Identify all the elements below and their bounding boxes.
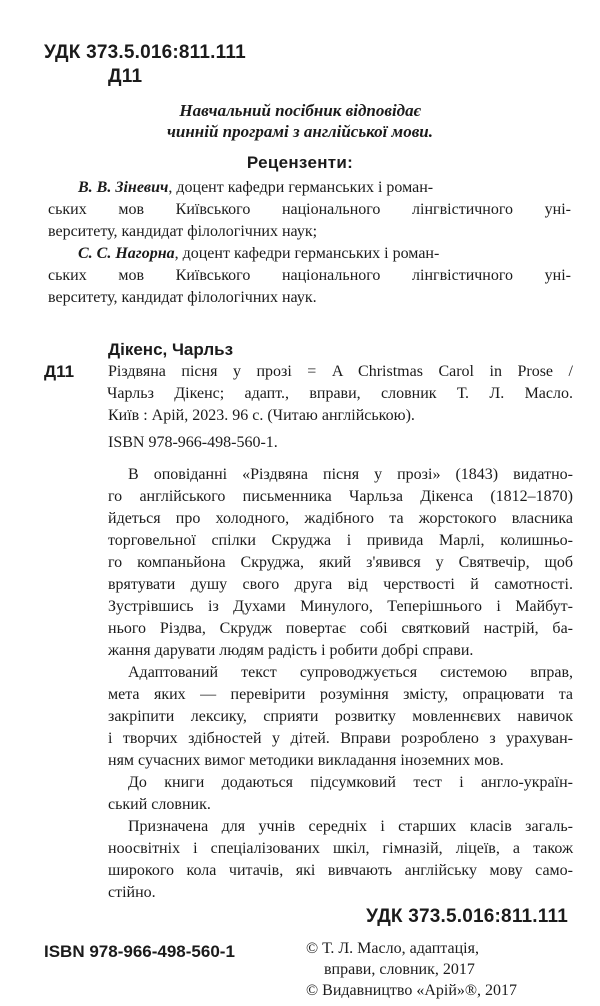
catalog-line-1: Різдвяна пісня у прозі = A Christmas Carol in Prose / <box>108 363 573 380</box>
copyright-block <box>306 938 517 1001</box>
p4-line: широкого кола читачів, які вивчають англійську мову само- <box>108 862 573 879</box>
p1-line: го англійського письменника Чарльза Дікенса (1812–1870) <box>108 488 573 505</box>
p1-line: нього Різдва, Скрудж повертає собі святковий настрій, ба- <box>108 620 573 637</box>
annotation-paragraph-2 <box>108 662 573 772</box>
reviewer-1-role: , доцент кафедри германських і роман- <box>168 179 434 196</box>
catalog-line-3: Київ : Арій, 2023. 96 с. (Читаю англійською). <box>108 407 415 424</box>
reviewer-1-line-2: ських мов Київського національного лінгвістичного уні- <box>48 201 571 218</box>
copyright-line-1: © Т. Л. Масло, адаптація, <box>306 940 479 957</box>
p4-line: ноосвітніх і спеціалізованих шкіл, гімназій, ліцеїв, а також <box>108 840 573 857</box>
p1-line: торговельної спілки Скруджа і привида Марлі, колишньо- <box>108 532 573 549</box>
copyright-line-3: © Видавництво «Арій»®, 2017 <box>306 982 518 999</box>
p1-line: жання дарувати людям радість і робити добрі справи. <box>108 642 474 659</box>
catalog-line-2: Чарльз Дікенс; адапт., вправи, словник Т. Л. Масло. <box>107 385 573 402</box>
statement-line-2: чинній програмі з англійської мови. <box>166 122 433 141</box>
annotation-paragraph-4 <box>108 816 573 904</box>
p4-line: стійно. <box>108 884 156 901</box>
author-heading: Дікенс, Чарльз <box>108 340 234 359</box>
annotation-paragraph-3 <box>108 772 573 816</box>
isbn-bottom: ISBN 978-966-498-560-1 <box>44 942 235 961</box>
p2-line: ням сучасних вимог методики викладання іноземних мов. <box>108 752 504 769</box>
catalog-code: Д11 <box>44 362 75 381</box>
reviewer-2 <box>48 243 571 309</box>
reviewer-2-role: , доцент кафедри германських і роман- <box>174 245 440 262</box>
index-code: Д11 <box>108 66 143 87</box>
p1-line: врятувати душу свого друга від черствості й самотності. <box>108 576 573 593</box>
p1-line: Зустрівшись із Духами Минулого, Теперішнього і Майбут- <box>108 598 573 615</box>
reviewer-2-line-1 <box>48 243 571 265</box>
reviewer-2-line-3: верситету, кандидат філологічних наук. <box>48 289 317 306</box>
p1-line: го компаньйона Скруджа, який з'явився у Святвечір, щоб <box>108 554 573 571</box>
p3-line: До книги додаються підсумковий тест і англо-україн- <box>128 774 573 791</box>
copyright-line-2: вправи, словник, 2017 <box>324 961 475 978</box>
p2-line: закріпити лексику, сприяти розвитку мовленнєвих навичок <box>108 708 573 725</box>
p4-line: Призначена для учнів середніх і старших класів загаль- <box>128 818 573 835</box>
udk-code: УДК 373.5.016:811.111 <box>44 42 246 63</box>
catalog-entry <box>108 361 573 427</box>
p3-line: ський словник. <box>108 796 211 813</box>
annotation-paragraph-1 <box>108 464 573 662</box>
p2-line: мета яких — перевірити розуміння змісту, опрацювати та <box>108 686 573 703</box>
reviewer-2-name: С. С. Нагорна <box>78 245 175 262</box>
p1-line: йдеться про холодного, жадібного та жорстокого власника <box>108 510 573 527</box>
p2-line: Адаптований текст супроводжується системою вправ, <box>128 664 573 681</box>
reviewer-1-line-1 <box>48 177 571 199</box>
statement-line-1: Навчальний посібник відповідає <box>179 101 421 120</box>
reviewer-1 <box>48 177 571 243</box>
reviewer-2-line-2: ських мов Київського національного лінгвістичного уні- <box>48 267 571 284</box>
udk-bottom: УДК 373.5.016:811.111 <box>366 906 568 927</box>
reviewer-1-name: В. В. Зіневич <box>78 179 169 196</box>
reviewer-1-line-3: верситету, кандидат філологічних наук; <box>48 223 318 240</box>
p1-line: В оповіданні «Різдвяна пісня у прозі» (1843) видатно- <box>128 466 573 483</box>
reviewers-heading: Рецензенти: <box>246 153 354 172</box>
isbn-line: ISBN 978-966-498-560-1. <box>108 434 278 451</box>
p2-line: і творчих здібностей у дітей. Вправи розроблено з урахуван- <box>108 730 573 747</box>
